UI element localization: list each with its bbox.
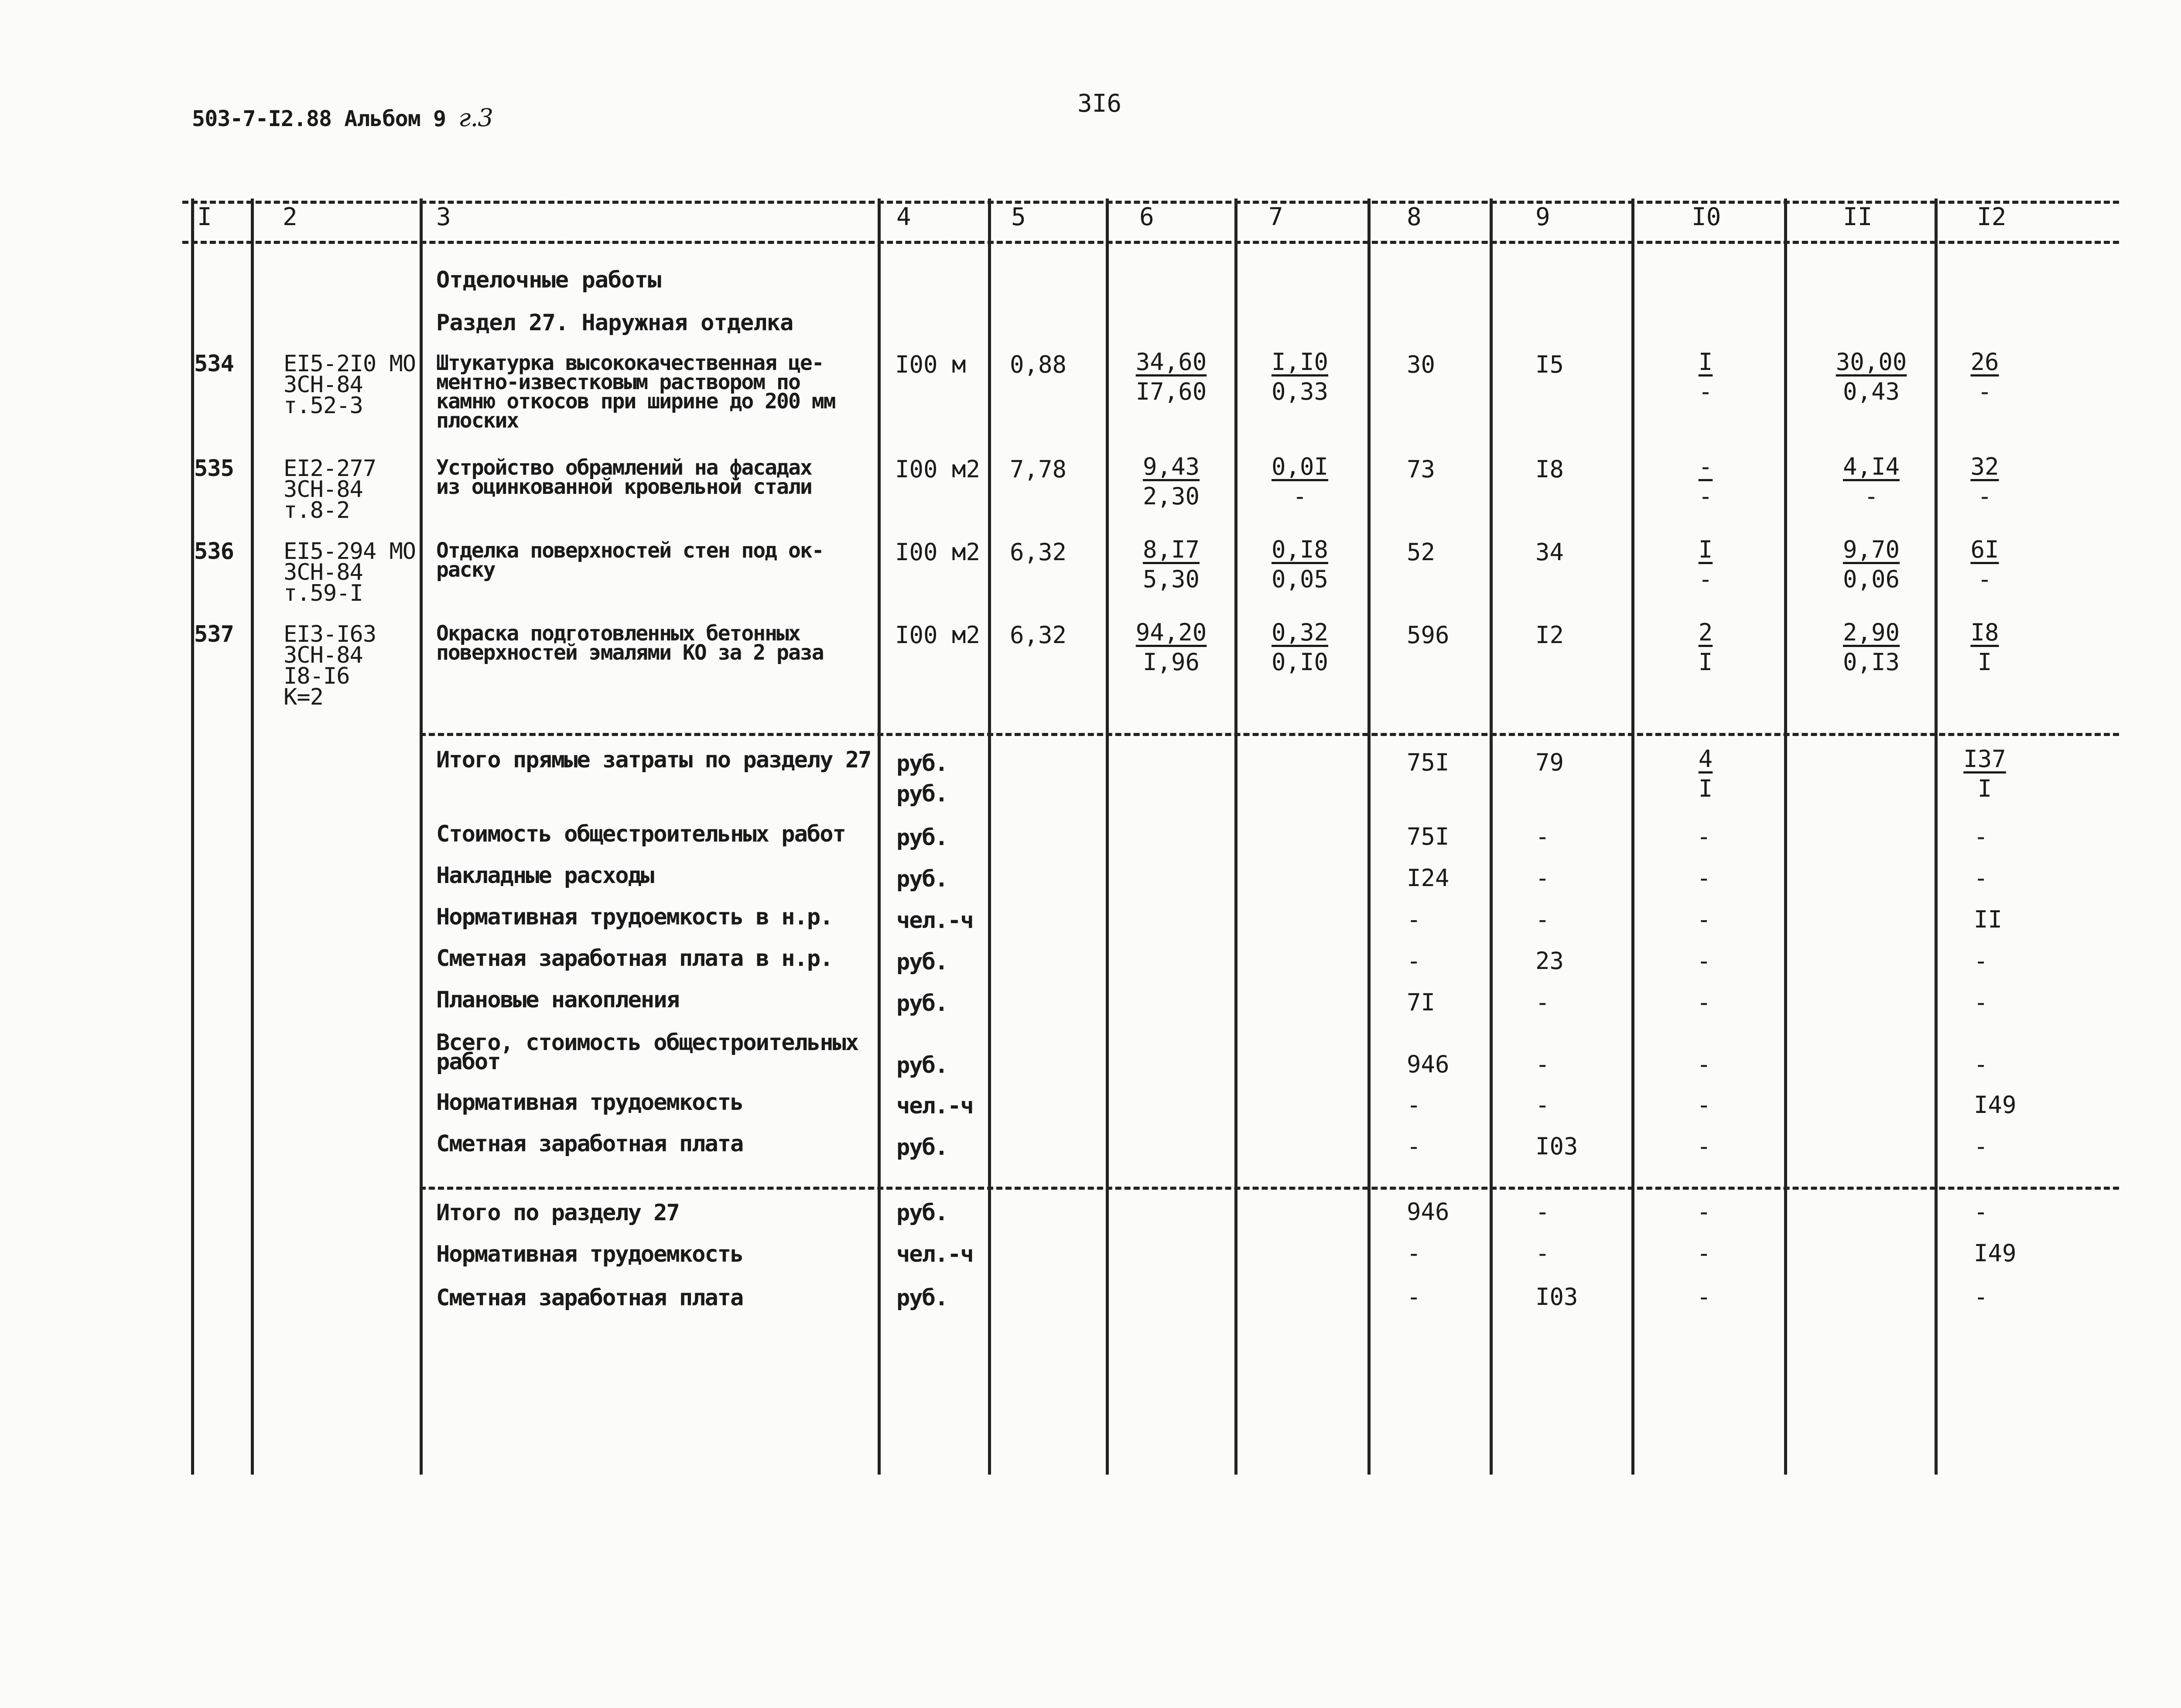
labor-total-denominator: - bbox=[1977, 483, 1992, 510]
summary-unit: руб. bbox=[896, 949, 948, 975]
labor-total-numerator: 32 bbox=[1970, 453, 1999, 480]
column-header: I2 bbox=[1977, 203, 2007, 231]
summary-wages: - bbox=[1535, 1198, 1550, 1225]
summary-unit: руб. bbox=[896, 1200, 948, 1226]
summary-machine-cost-numerator: 4 bbox=[1698, 745, 1713, 773]
column-header: I0 bbox=[1692, 203, 1721, 231]
summary-unit: руб. bbox=[896, 1052, 948, 1078]
machine-cost-numerator: - bbox=[1698, 453, 1713, 480]
total-cost: 73 bbox=[1407, 455, 1436, 483]
document-code: 503-7-I2.88 Альбом 9 г.3 bbox=[192, 104, 493, 132]
machine-cost-numerator: 2 bbox=[1698, 619, 1713, 646]
summary-machine-cost: - bbox=[1697, 864, 1711, 892]
wages: 34 bbox=[1535, 538, 1564, 566]
row-number: 536 bbox=[194, 538, 234, 565]
labor-total bbox=[1950, 347, 2020, 407]
summary-machine-cost: - bbox=[1697, 947, 1711, 975]
unit: I00 м2 bbox=[895, 621, 981, 649]
summary-label: Нормативная трудоемкость bbox=[436, 1089, 743, 1116]
summary-labor: - bbox=[1974, 1198, 1988, 1225]
summary-unit: чел.-ч bbox=[896, 1093, 973, 1119]
labor-unit bbox=[1815, 452, 1928, 511]
unit-cost bbox=[1117, 452, 1226, 511]
labor-total-denominator: I bbox=[1977, 648, 1992, 676]
summary-wages: I03 bbox=[1535, 1283, 1578, 1311]
quantity: 7,78 bbox=[1010, 455, 1067, 483]
summary-machine-cost: - bbox=[1697, 823, 1711, 850]
unit-machine-cost-denominator: 0,05 bbox=[1271, 565, 1329, 593]
labor-unit bbox=[1815, 347, 1928, 407]
quantity: 6,32 bbox=[1010, 538, 1067, 566]
summary-machine-cost: - bbox=[1697, 1091, 1711, 1119]
unit-cost-denominator: 5,30 bbox=[1142, 565, 1200, 593]
summary-label: Итого прямые затраты по разделу 27 bbox=[436, 747, 871, 773]
unit-machine-cost-numerator: 0,I8 bbox=[1271, 536, 1329, 563]
summary-unit: руб. bbox=[896, 1134, 948, 1160]
summary-labor: - bbox=[1974, 947, 1988, 975]
summary-total-cost: I24 bbox=[1407, 864, 1449, 892]
machine-cost-denominator: - bbox=[1698, 565, 1713, 593]
labor-total bbox=[1950, 452, 2020, 511]
summary-label: Всего, стоимость общестроительных работ bbox=[436, 1030, 858, 1075]
summary-wages: - bbox=[1535, 1051, 1550, 1078]
summary-wages: - bbox=[1535, 906, 1550, 933]
summary-machine-cost: - bbox=[1697, 1051, 1711, 1078]
summary-wages: 79 bbox=[1535, 749, 1564, 776]
labor-total bbox=[1950, 618, 2020, 677]
section-title: Отделочные работы bbox=[436, 267, 661, 293]
unit-machine-cost-numerator: 0,32 bbox=[1271, 619, 1329, 646]
summary-label: Нормативная трудоемкость bbox=[436, 1241, 743, 1267]
summary-wages: - bbox=[1535, 1239, 1550, 1267]
labor-total bbox=[1950, 535, 2020, 594]
summary-label: Плановые накопления bbox=[436, 987, 679, 1013]
machine-cost-denominator: - bbox=[1698, 483, 1713, 510]
summary-labor: - bbox=[1974, 1133, 1988, 1160]
summary-machine-cost-denominator: I bbox=[1698, 775, 1713, 802]
summary-machine-cost bbox=[1658, 744, 1754, 804]
summary-unit: руб. bbox=[896, 825, 948, 851]
work-description: Штукатурка высококачественная це- ментно-известковым раствором по камню откосов при ширине до 200 мм плоских bbox=[436, 351, 835, 433]
summary-labor: I49 bbox=[1974, 1239, 2017, 1267]
summary-labor: I49 bbox=[1974, 1091, 2017, 1119]
summary-unit: руб. bbox=[896, 1285, 948, 1311]
unit-cost bbox=[1117, 618, 1226, 677]
machine-cost bbox=[1658, 452, 1754, 511]
total-cost: 30 bbox=[1407, 351, 1436, 378]
unit-cost-numerator: 8,I7 bbox=[1142, 536, 1200, 563]
machine-cost-denominator: I bbox=[1698, 648, 1713, 676]
summary-labor: - bbox=[1974, 1051, 1988, 1078]
machine-cost-numerator: I bbox=[1698, 536, 1713, 563]
summary-total-cost: - bbox=[1407, 1239, 1421, 1267]
summary-total-cost: - bbox=[1407, 1091, 1421, 1119]
column-header: 8 bbox=[1407, 203, 1422, 231]
summary-total-cost: - bbox=[1407, 1283, 1421, 1311]
summary-unit: чел.-ч bbox=[896, 1241, 973, 1267]
summary-label: Накладные расходы bbox=[436, 863, 654, 889]
machine-cost bbox=[1658, 347, 1754, 407]
column-header: I bbox=[197, 203, 212, 231]
summary-wages: I03 bbox=[1535, 1133, 1578, 1160]
labor-total-numerator: I8 bbox=[1970, 619, 1999, 646]
summary-labor: - bbox=[1974, 823, 1988, 850]
unit-cost-denominator: I,96 bbox=[1142, 648, 1200, 676]
summary-total-cost: 75I bbox=[1407, 823, 1449, 850]
summary-wages: - bbox=[1535, 864, 1550, 892]
unit-machine-cost-numerator: I,I0 bbox=[1271, 348, 1329, 376]
work-description: Окраска подготовленных бетонных поверхностей эмалями КО за 2 раза bbox=[436, 621, 824, 665]
labor-unit-numerator: 2,90 bbox=[1843, 619, 1900, 646]
wages: I2 bbox=[1535, 621, 1564, 649]
column-header: 6 bbox=[1139, 203, 1154, 231]
machine-cost bbox=[1658, 618, 1754, 677]
summary-unit: руб. bbox=[896, 750, 948, 777]
machine-cost-numerator: I bbox=[1698, 348, 1713, 376]
summary-wages: 23 bbox=[1535, 947, 1564, 975]
labor-total-denominator: - bbox=[1977, 378, 1992, 405]
summary-machine-cost: - bbox=[1697, 1133, 1711, 1160]
page-number: 3I6 bbox=[1077, 89, 1122, 118]
summary-unit-secondary: руб. bbox=[896, 781, 948, 807]
summary-labor bbox=[1950, 744, 2020, 804]
total-cost: 596 bbox=[1407, 621, 1449, 649]
unit-cost-numerator: 94,20 bbox=[1135, 619, 1207, 646]
unit-cost-denominator: 2,30 bbox=[1142, 483, 1200, 510]
labor-unit bbox=[1815, 618, 1928, 677]
labor-unit-denominator: 0,43 bbox=[1843, 378, 1900, 405]
unit-cost bbox=[1117, 535, 1226, 594]
machine-cost-denominator: - bbox=[1698, 378, 1713, 405]
summary-wages: - bbox=[1535, 1091, 1550, 1119]
unit: I00 м2 bbox=[895, 455, 981, 483]
machine-cost bbox=[1658, 535, 1754, 594]
unit-machine-cost bbox=[1245, 347, 1354, 407]
summary-label: Сметная заработная плата bbox=[436, 1285, 743, 1311]
summary-machine-cost: - bbox=[1697, 1283, 1711, 1311]
summary-total-cost: - bbox=[1407, 1133, 1421, 1160]
estimate-code: EI2-277 ЗСН-84 т.8-2 bbox=[284, 455, 376, 524]
unit-cost-denominator: I7,60 bbox=[1135, 378, 1207, 405]
unit-machine-cost-denominator: 0,I0 bbox=[1271, 648, 1329, 676]
summary-labor-numerator: I37 bbox=[1963, 745, 2006, 773]
labor-unit bbox=[1815, 535, 1928, 594]
estimate-code: EI3-I63 ЗСН-84 I8-I6 K=2 bbox=[284, 621, 376, 710]
summary-machine-cost: - bbox=[1697, 1198, 1711, 1225]
unit-cost-numerator: 9,43 bbox=[1142, 453, 1200, 480]
unit-machine-cost-denominator: 0,33 bbox=[1271, 378, 1329, 405]
column-header: 4 bbox=[896, 203, 911, 231]
unit-machine-cost-numerator: 0,0I bbox=[1271, 453, 1329, 480]
wages: I5 bbox=[1535, 351, 1564, 378]
labor-unit-denominator: - bbox=[1864, 483, 1879, 510]
labor-unit-numerator: 4,I4 bbox=[1843, 453, 1900, 480]
summary-labor: - bbox=[1974, 989, 1988, 1016]
summary-machine-cost: - bbox=[1697, 1239, 1711, 1267]
quantity: 0,88 bbox=[1010, 351, 1067, 378]
row-number: 535 bbox=[194, 455, 234, 482]
unit-machine-cost bbox=[1245, 535, 1354, 594]
labor-unit-denominator: 0,06 bbox=[1843, 565, 1900, 593]
summary-label: Сметная заработная плата в н.р. bbox=[436, 945, 833, 972]
labor-unit-numerator: 30,00 bbox=[1836, 348, 1907, 376]
summary-label: Итого по разделу 27 bbox=[436, 1200, 679, 1226]
unit-machine-cost bbox=[1245, 618, 1354, 677]
unit: I00 м2 bbox=[895, 538, 981, 566]
section-subtitle: Раздел 27. Наружная отделка bbox=[436, 310, 793, 336]
summary-machine-cost: - bbox=[1697, 989, 1711, 1016]
estimate-code: EI5-2I0 MO ЗСН-84 т.52-3 bbox=[284, 351, 416, 419]
summary-total-cost: - bbox=[1407, 906, 1421, 933]
summary-total-cost: 75I bbox=[1407, 749, 1449, 776]
labor-total-numerator: 26 bbox=[1970, 348, 1999, 376]
summary-label: Стоимость общестроительных работ bbox=[436, 821, 845, 847]
unit-machine-cost-denominator: - bbox=[1292, 483, 1307, 510]
column-header: 9 bbox=[1535, 203, 1550, 231]
labor-total-denominator: - bbox=[1977, 565, 1992, 593]
summary-total-cost: 946 bbox=[1407, 1198, 1449, 1225]
summary-label: Сметная заработная плата bbox=[436, 1131, 743, 1157]
work-description: Отделка поверхностей стен под ок- раску bbox=[436, 538, 824, 582]
total-cost: 52 bbox=[1407, 538, 1436, 566]
column-header: 2 bbox=[283, 203, 297, 231]
unit-cost-numerator: 34,60 bbox=[1135, 348, 1207, 376]
wages: I8 bbox=[1535, 455, 1564, 483]
summary-total-cost: - bbox=[1407, 947, 1421, 975]
summary-labor: - bbox=[1974, 1283, 1988, 1311]
summary-unit: чел.-ч bbox=[896, 907, 973, 934]
summary-unit: руб. bbox=[896, 866, 948, 892]
labor-total-numerator: 6I bbox=[1970, 536, 1999, 563]
summary-wages: - bbox=[1535, 989, 1550, 1016]
work-description: Устройство обрамлений на фасадах из оцинкованной кровельной стали bbox=[436, 455, 812, 499]
column-header: II bbox=[1843, 203, 1873, 231]
unit: I00 м bbox=[895, 351, 966, 378]
estimate-code: EI5-294 MO ЗСН-84 т.59-I bbox=[284, 538, 416, 606]
row-number: 534 bbox=[194, 351, 234, 377]
unit-machine-cost bbox=[1245, 452, 1354, 511]
summary-unit: руб. bbox=[896, 990, 948, 1017]
handwritten-note: г.3 bbox=[458, 104, 493, 132]
summary-wages: - bbox=[1535, 823, 1550, 850]
summary-machine-cost: - bbox=[1697, 906, 1711, 933]
summary-total-cost: 7I bbox=[1407, 989, 1436, 1016]
column-header: 7 bbox=[1268, 203, 1283, 231]
unit-cost bbox=[1117, 347, 1226, 407]
row-number: 537 bbox=[194, 621, 234, 647]
labor-unit-denominator: 0,I3 bbox=[1843, 648, 1900, 676]
summary-label: Нормативная трудоемкость в н.р. bbox=[436, 904, 833, 930]
summary-labor: II bbox=[1974, 906, 2003, 933]
column-header: 5 bbox=[1011, 203, 1026, 231]
summary-labor-denominator: I bbox=[1977, 775, 1992, 802]
column-header: 3 bbox=[436, 203, 451, 231]
summary-labor: - bbox=[1974, 864, 1988, 892]
labor-unit-numerator: 9,70 bbox=[1843, 536, 1900, 563]
quantity: 6,32 bbox=[1010, 621, 1067, 649]
summary-total-cost: 946 bbox=[1407, 1051, 1449, 1078]
